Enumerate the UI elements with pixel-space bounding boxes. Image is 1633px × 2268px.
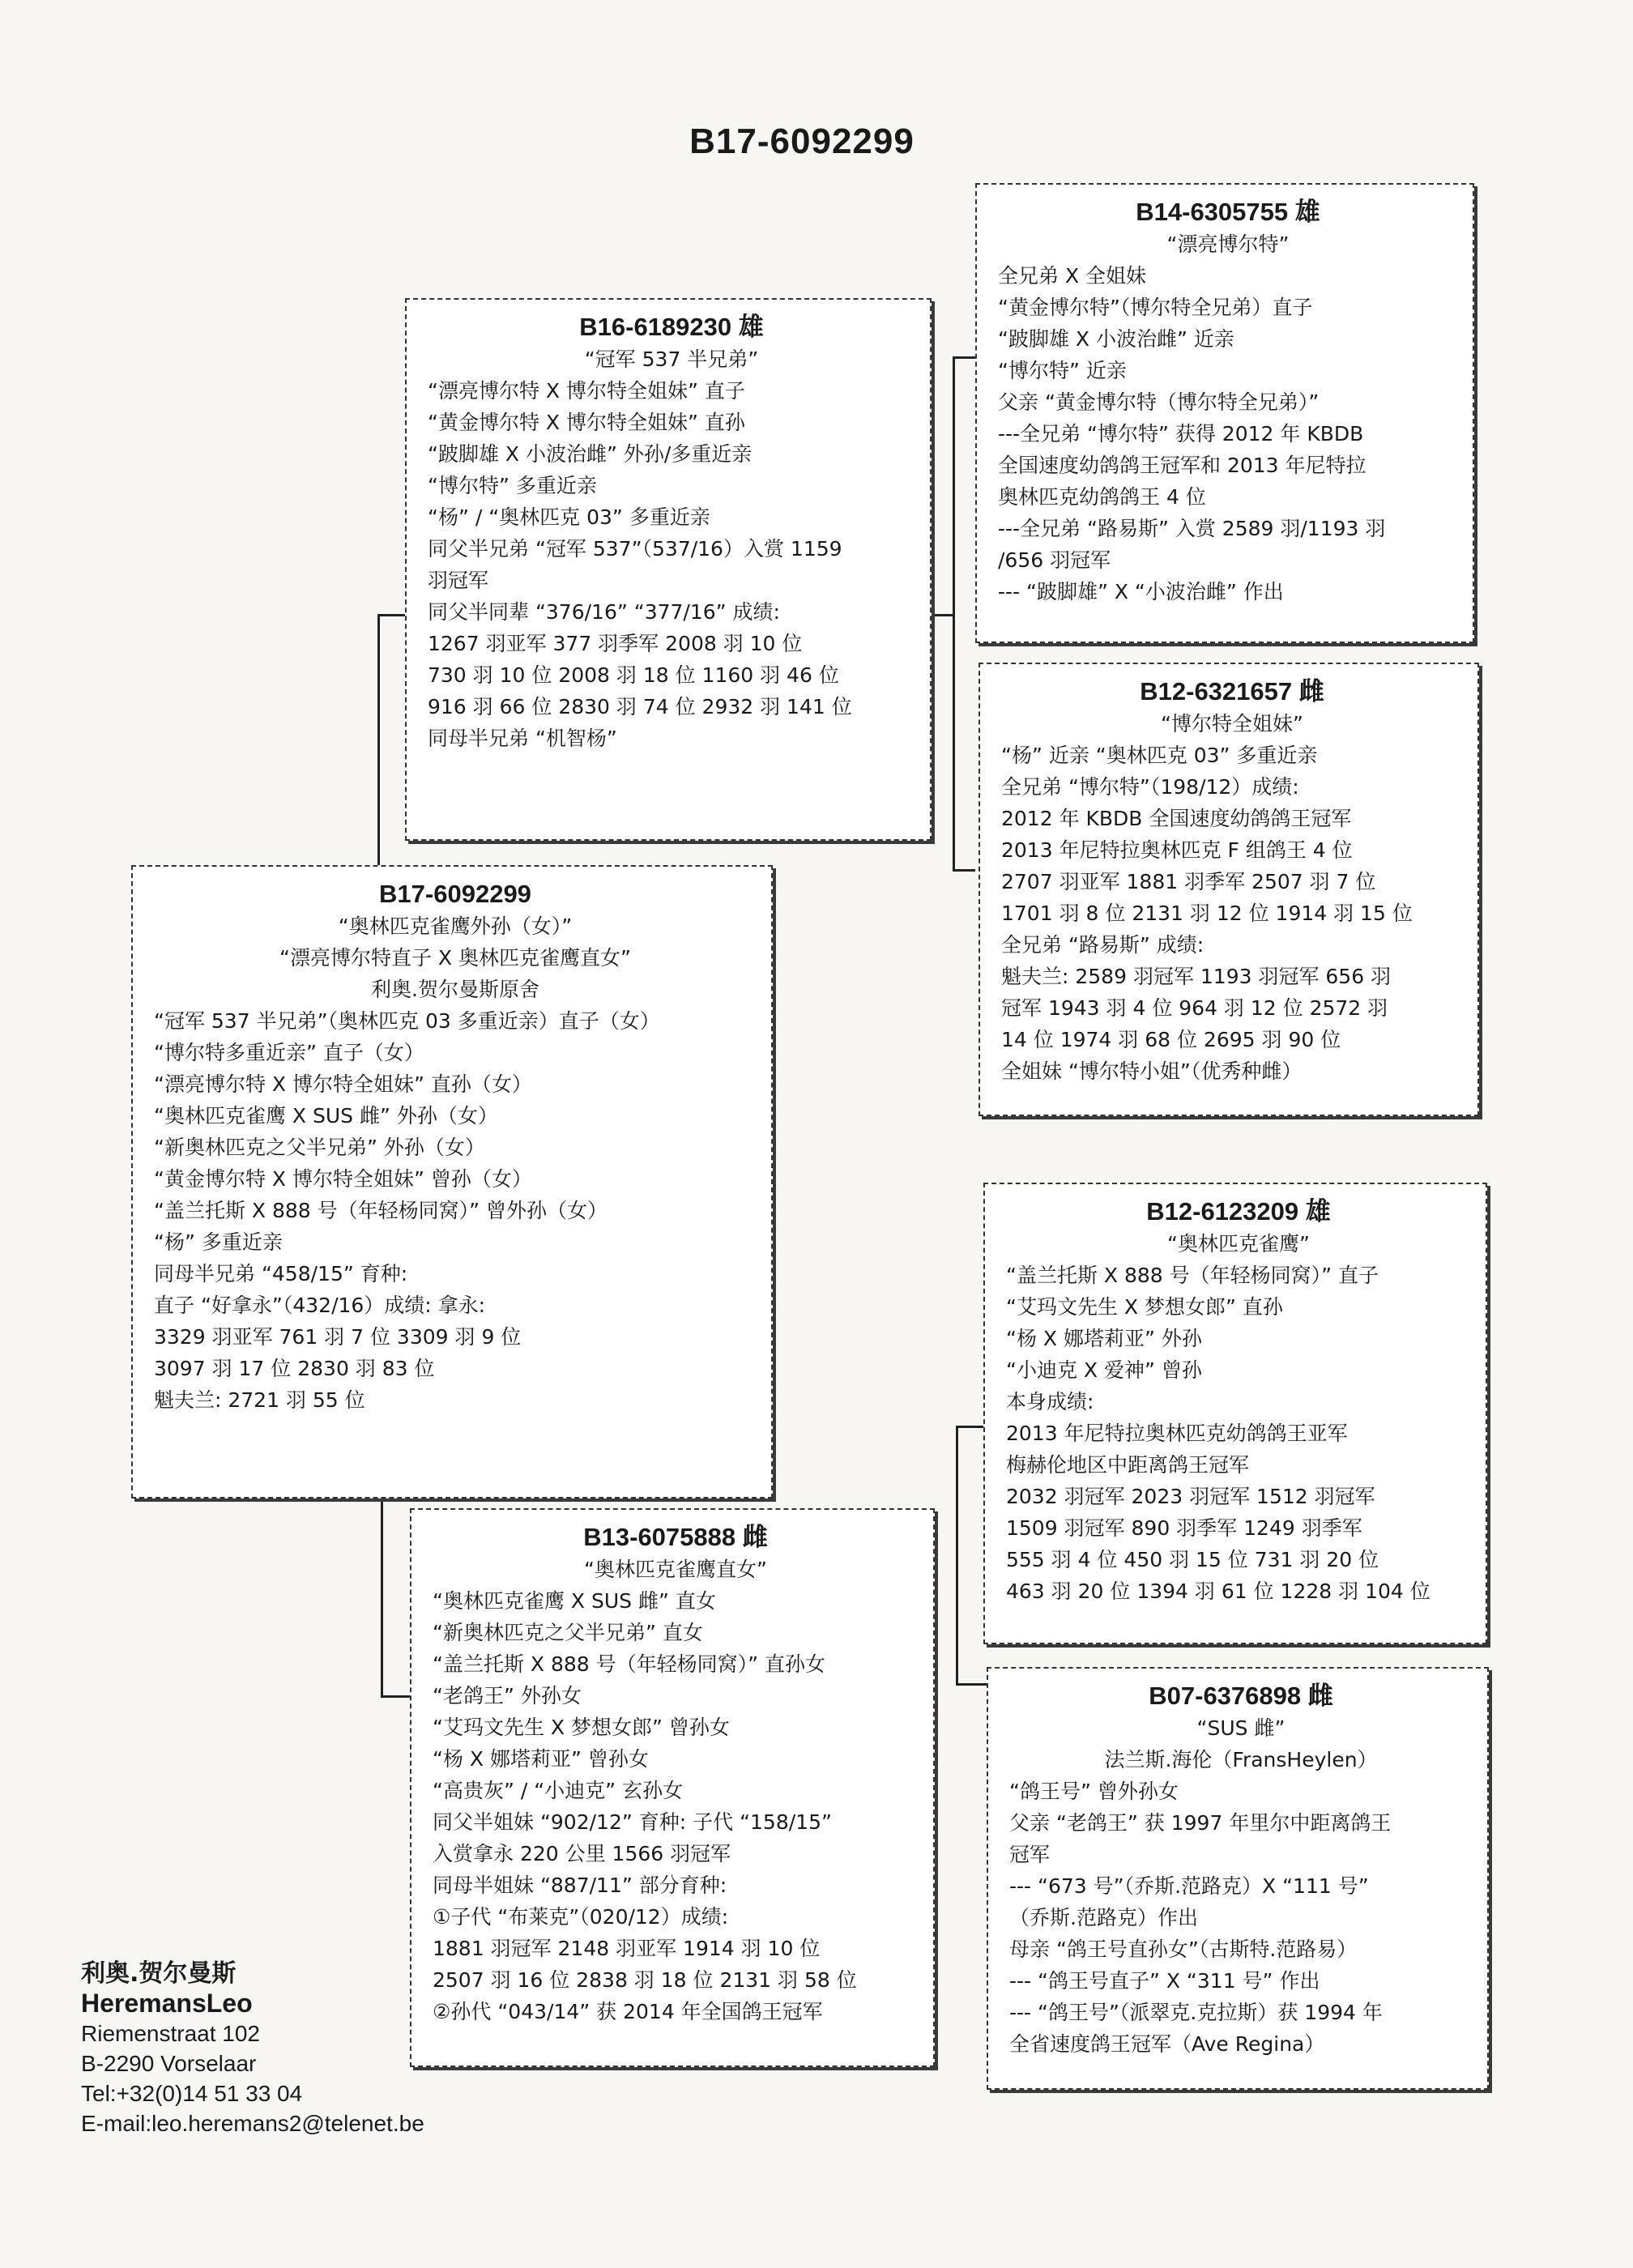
sire-dam-nickname: “博尔特全姐妹” xyxy=(1161,712,1303,735)
sire-line: “杨” / “奥林匹克 03” 多重近亲 xyxy=(428,505,710,529)
dam-dam-line: 全省速度鸽王冠军（Ave Regina） xyxy=(1009,2032,1325,2056)
dam-dam-line: --- “673 号”（乔斯.范路克）X “111 号” xyxy=(1009,1874,1369,1898)
dam-line: ①子代 “布莱克”（020/12）成绩: xyxy=(433,1905,729,1929)
subject-nickname: “奥林匹克雀鹰外孙（女）” xyxy=(338,914,573,938)
sire-sire-line: “黄金博尔特”（博尔特全兄弟）直子 xyxy=(998,296,1313,319)
sire-line: 羽冠军 xyxy=(428,569,489,592)
dam-dam-line: （乔斯.范路克）作出 xyxy=(1009,1906,1198,1929)
page-title: B17-6092299 xyxy=(689,122,915,161)
dam-line: “杨 X 娜塔莉亚” 曾孙女 xyxy=(433,1747,649,1771)
sire-sire-line: 奥林匹克幼鸽鸽王 4 位 xyxy=(998,485,1206,509)
sire-dam-line: 魁夫兰: 2589 羽冠军 1193 羽冠军 656 羽 xyxy=(1001,965,1392,988)
sire-line: 1267 羽亚军 377 羽季军 2008 羽 10 位 xyxy=(428,632,803,655)
subject-line: “黄金博尔特 X 博尔特全姐妹” 曾孙（女） xyxy=(154,1167,532,1191)
dam-line: “奥林匹克雀鹰 X SUS 雌” 直女 xyxy=(433,1589,716,1613)
subject-breeder: 利奥.贺尔曼斯原舍 xyxy=(371,978,539,1001)
connector-dam-vertical xyxy=(381,1494,383,1697)
dam-dam-line: 父亲 “老鸽王” 获 1997 年里尔中距离鸽王 xyxy=(1009,1811,1392,1835)
dam-dam-line: --- “鸽王号直子” X “311 号” 作出 xyxy=(1009,1969,1320,1993)
sire-sire-nickname: “漂亮博尔特” xyxy=(1166,232,1290,256)
dam-dam-line: “鸽王号” 曾外孙女 xyxy=(1009,1780,1179,1803)
sire-card xyxy=(405,298,932,841)
subject-line: 同母半兄弟 “458/15” 育种: xyxy=(154,1262,408,1285)
sire-line: 916 羽 66 位 2830 羽 74 位 2932 羽 141 位 xyxy=(428,695,852,718)
dam-card xyxy=(410,1508,935,2067)
sire-dam-line: 2707 羽亚军 1881 羽季军 2507 羽 7 位 xyxy=(1001,870,1376,893)
connector-ss-top xyxy=(953,356,975,359)
sire-line: “黄金博尔特 X 博尔特全姐妹” 直孙 xyxy=(428,411,745,434)
contact-name-english: HeremansLeo xyxy=(81,1989,253,2018)
sire-sire-ring-number: B14-6305755 雄 xyxy=(1136,198,1320,226)
contact-name-chinese: 利奥.贺尔曼斯 xyxy=(81,1959,237,1988)
dam-sire-ring-number: B12-6123209 雄 xyxy=(1146,1197,1331,1226)
sire-dam-line: 全兄弟 “博尔特”（198/12）成绩: xyxy=(1001,775,1299,799)
dam-sire-line: 463 羽 20 位 1394 羽 61 位 1228 羽 104 位 xyxy=(1006,1580,1430,1603)
sire-dam-line: “杨” 近亲 “奥林匹克 03” 多重近亲 xyxy=(1001,744,1318,767)
dam-dam-line: 母亲 “鸽王号直孙女”（古斯特.范路易） xyxy=(1009,1938,1358,1961)
subject-line: “奥林匹克雀鹰 X SUS 雌” 外孙（女） xyxy=(154,1104,498,1128)
dam-line: “高贵灰” / “小迪克” 玄孙女 xyxy=(433,1779,684,1802)
dam-line: 2507 羽 16 位 2838 羽 18 位 2131 羽 58 位 xyxy=(433,1968,857,1992)
sire-sire-line: “博尔特” 近亲 xyxy=(998,359,1127,382)
subject-line: 魁夫兰: 2721 羽 55 位 xyxy=(154,1388,365,1412)
sire-sire-line: ---全兄弟 “路易斯” 入赏 2589 羽/1193 羽 xyxy=(998,517,1386,540)
dam-line: “新奥林匹克之父半兄弟” 直女 xyxy=(433,1621,703,1644)
dam-sire-line: 2013 年尼特拉奥林匹克幼鸽鸽王亚军 xyxy=(1006,1422,1348,1445)
contact-email[interactable]: E-mail:leo.heremans2@telenet.be xyxy=(81,2111,424,2136)
dam-line: “老鸽王” 外孙女 xyxy=(433,1684,582,1707)
subject-line: “冠军 537 半兄弟”（奥林匹克 03 多重近亲）直子（女） xyxy=(154,1009,660,1033)
dam-sire-line: 梅赫伦地区中距离鸽王冠军 xyxy=(1006,1453,1250,1477)
sire-sire-card xyxy=(975,183,1474,643)
sire-line: “跛脚雄 X 小波治雌” 外孙/多重近亲 xyxy=(428,442,753,466)
sire-dam-line: 2012 年 KBDB 全国速度幼鸽鸽王冠军 xyxy=(1001,807,1352,830)
sire-sire-line: 父亲 “黄金博尔特（博尔特全兄弟）” xyxy=(998,390,1320,414)
contact-city: B-2290 Vorselaar xyxy=(81,2051,257,2076)
sire-dam-line: 冠军 1943 羽 4 位 964 羽 12 位 2572 羽 xyxy=(1001,996,1388,1020)
sire-dam-line: 14 位 1974 羽 68 位 2695 羽 90 位 xyxy=(1001,1028,1341,1051)
connector-ds-bottom xyxy=(956,1683,987,1686)
connector-ds-vertical xyxy=(956,1426,958,1685)
subject-line: “杨” 多重近亲 xyxy=(154,1230,283,1254)
sire-sire-line: /656 羽冠军 xyxy=(998,548,1111,572)
sire-dam-line: 全兄弟 “路易斯” 成绩: xyxy=(1001,933,1204,957)
sire-sire-line: 全国速度幼鸽鸽王冠军和 2013 年尼特拉 xyxy=(998,454,1367,477)
dam-sire-line: “艾玛文先生 X 梦想女郎” 直孙 xyxy=(1006,1295,1283,1319)
subject-line: “新奥林匹克之父半兄弟” 外孙（女） xyxy=(154,1136,485,1159)
contact-block xyxy=(81,1959,424,2138)
sire-line: 同父半兄弟 “冠军 537”（537/16）入赏 1159 xyxy=(428,537,842,561)
subject-line: 3329 羽亚军 761 羽 7 位 3309 羽 9 位 xyxy=(154,1325,522,1349)
subject-line: “漂亮博尔特直子 X 奥林匹克雀鹰直女” xyxy=(279,946,631,970)
sire-line: 730 羽 10 位 2008 羽 18 位 1160 羽 46 位 xyxy=(428,663,839,687)
dam-dam-card xyxy=(987,1667,1489,2090)
sire-dam-card xyxy=(979,663,1479,1116)
sire-nickname: “冠军 537 半兄弟” xyxy=(584,347,759,371)
sire-ring-number: B16-6189230 雄 xyxy=(579,313,764,341)
connector-sire-horizontal xyxy=(377,614,405,616)
subject-line: 3097 羽 17 位 2830 羽 83 位 xyxy=(154,1357,435,1380)
subject-card xyxy=(131,865,773,1498)
dam-sire-line: 本身成绩: xyxy=(1006,1390,1094,1413)
subject-line: “盖兰托斯 X 888 号（年轻杨同窝）” 曾外孙（女） xyxy=(154,1199,608,1222)
subject-line: “漂亮博尔特 X 博尔特全姐妹” 直孙（女） xyxy=(154,1072,532,1096)
subject-line: 直子 “好拿永”（432/16）成绩: 拿永: xyxy=(154,1294,486,1317)
sire-line: 同父半同辈 “376/16” “377/16” 成绩: xyxy=(428,600,780,624)
dam-line: ②孙代 “043/14” 获 2014 年全国鸽王冠军 xyxy=(433,2000,823,2023)
sire-line: “博尔特” 多重近亲 xyxy=(428,474,597,497)
dam-sire-line: “盖兰托斯 X 888 号（年轻杨同窝）” 直子 xyxy=(1006,1264,1379,1287)
sire-dam-line: 全姐妹 “博尔特小姐”（优秀种雌） xyxy=(1001,1059,1303,1083)
dam-ring-number: B13-6075888 雌 xyxy=(583,1523,768,1551)
dam-sire-line: 2032 羽冠军 2023 羽冠军 1512 羽冠军 xyxy=(1006,1485,1375,1508)
dam-line: 同父半姐妹 “902/12” 育种: 子代 “158/15” xyxy=(433,1810,832,1834)
sire-sire-line: 全兄弟 X 全姐妹 xyxy=(998,264,1147,288)
connector-dam-horizontal xyxy=(381,1695,410,1698)
connector-ss-bottom xyxy=(953,869,975,872)
dam-nickname: “奥林匹克雀鹰直女” xyxy=(584,1558,767,1581)
sire-line: 同母半兄弟 “机智杨” xyxy=(428,727,617,750)
dam-dam-line: --- “鸽王号”（派翠克.克拉斯）获 1994 年 xyxy=(1009,2001,1383,2024)
sire-dam-ring-number: B12-6321657 雌 xyxy=(1140,677,1324,706)
dam-line: “艾玛文先生 X 梦想女郎” 曾孙女 xyxy=(433,1716,730,1739)
dam-sire-nickname: “奥林匹克雀鹰” xyxy=(1167,1232,1310,1256)
dam-sire-line: 1509 羽冠军 890 羽季军 1249 羽季军 xyxy=(1006,1516,1362,1540)
dam-line: 入赏拿永 220 公里 1566 羽冠军 xyxy=(433,1842,731,1865)
dam-line: 1881 羽冠军 2148 羽亚军 1914 羽 10 位 xyxy=(433,1937,821,1960)
subject-ring-number: B17-6092299 xyxy=(379,880,531,908)
subject-line: “博尔特多重近亲” 直子（女） xyxy=(154,1041,424,1064)
contact-phone: Tel:+32(0)14 51 33 04 xyxy=(81,2081,303,2106)
dam-dam-line: 冠军 xyxy=(1009,1843,1051,1866)
sire-line: “漂亮博尔特 X 博尔特全姐妹” 直子 xyxy=(428,379,745,403)
dam-line: “盖兰托斯 X 888 号（年轻杨同窝）” 直孙女 xyxy=(433,1652,826,1676)
dam-line: 同母半姐妹 “887/11” 部分育种: xyxy=(433,1874,727,1897)
contact-street: Riemenstraat 102 xyxy=(81,2021,261,2046)
sire-dam-line: 2013 年尼特拉奥林匹克 F 组鸽王 4 位 xyxy=(1001,838,1353,862)
sire-dam-line: 1701 羽 8 位 2131 羽 12 位 1914 羽 15 位 xyxy=(1001,902,1413,925)
dam-sire-line: “小迪克 X 爱神” 曾孙 xyxy=(1006,1358,1202,1382)
sire-sire-line: ---全兄弟 “博尔特” 获得 2012 年 KBDB xyxy=(998,422,1364,446)
dam-dam-ring-number: B07-6376898 雌 xyxy=(1149,1682,1333,1710)
connector-ds-top xyxy=(956,1426,983,1428)
connector-sire-to-parents xyxy=(930,614,954,616)
sire-sire-line: “跛脚雄 X 小波治雌” 近亲 xyxy=(998,327,1234,351)
dam-dam-breeder: 法兰斯.海伦（FransHeylen） xyxy=(1104,1748,1378,1771)
dam-dam-nickname: “SUS 雌” xyxy=(1196,1716,1286,1740)
dam-sire-line: “杨 X 娜塔莉亚” 外孙 xyxy=(1006,1327,1202,1350)
dam-sire-line: 555 羽 4 位 450 羽 15 位 731 羽 20 位 xyxy=(1006,1548,1379,1571)
sire-sire-line: --- “跛脚雄” X “小波治雌” 作出 xyxy=(998,580,1284,603)
dam-sire-card xyxy=(983,1183,1487,1644)
connector-sire-vertical xyxy=(377,614,380,865)
